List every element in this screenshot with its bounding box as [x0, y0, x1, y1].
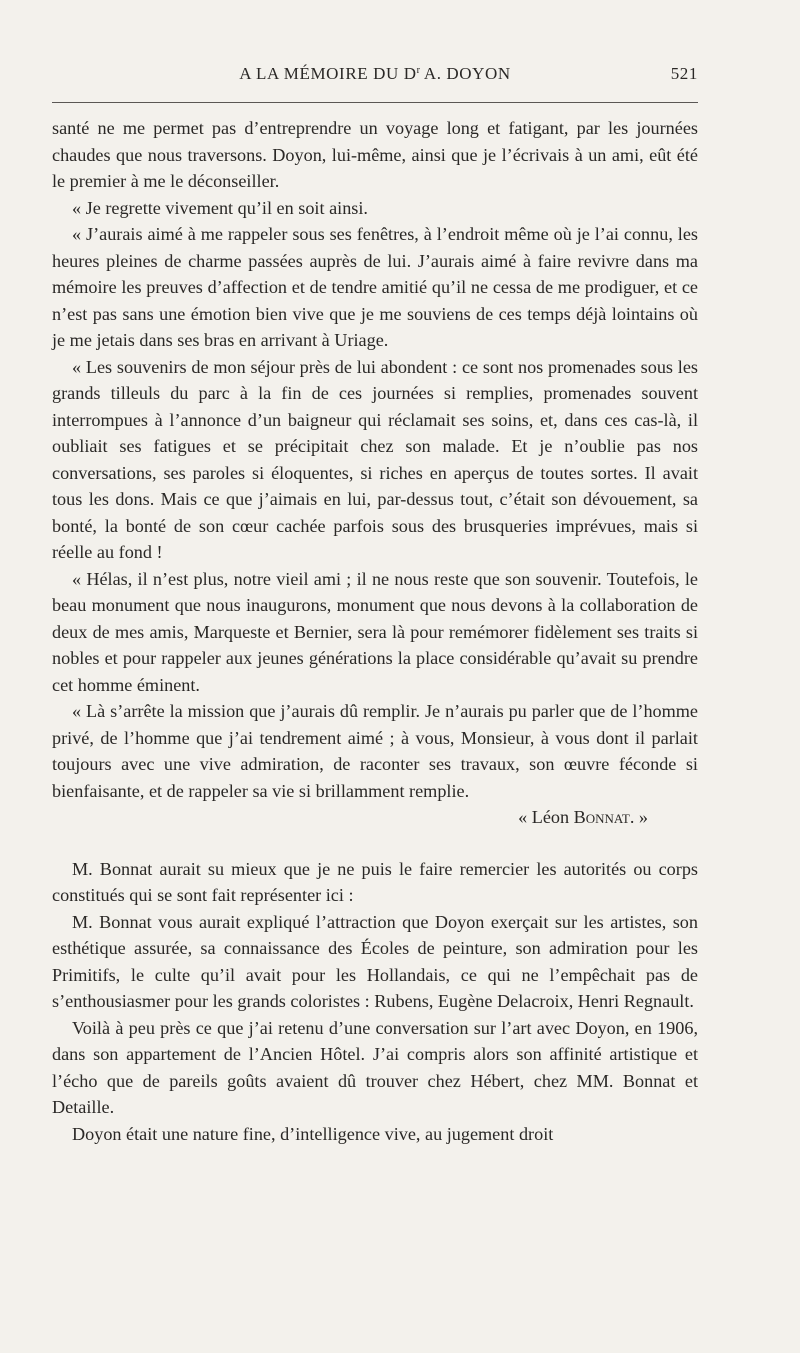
- page-number: 521: [670, 64, 698, 83]
- letter-signature: [52, 804, 698, 831]
- running-title-part: A. DOYON: [419, 64, 511, 83]
- letter-paragraph-6: « Là s’arrête la mission que j’aurais dû remplir. Je n’aurais pu parler que de l’homme privé, de l’homme que j’ai tendrement aimé ; à vous, Monsieur, à vous dont il parlait toujours avec une vive admiration, de raconter ses travaux, son œuvre féconde si bienfaisante, et de rappeler sa vie si brillamment remplie.: [52, 701, 698, 801]
- section-gap: [52, 831, 698, 856]
- speech-paragraph-4: Doyon était une nature fine, d’intelligence vive, au jugement droit: [72, 1123, 554, 1144]
- speech-paragraph-2: M. Bonnat vous aurait expliqué l’attraction que Doyon exerçait sur les artistes, son esthétique assurée, sa connaissance des Écoles de peinture, son admiration pour les Primitifs, le culte qu’il avait pour les Hollandais, ce qui ne l’empêchait pas de s’enthousiasmer pour les grands coloristes : Rubens, Eugène Delacroix, Henri Regnault.: [52, 911, 698, 1011]
- letter-paragraph-5: « Hélas, il n’est plus, notre vieil ami ; il ne nous reste que son souvenir. Toutefois, le beau monument que nous inaugurons, monument que nous devons à la collaboration de deux de mes amis, Marqueste et Bernier, sera là pour remémorer fidèlement ses traits si nobles et pour rappeler aux jeunes générations la place considérable qu’avait su prendre cet homme éminent.: [52, 568, 698, 695]
- signature-name: Bonnat: [573, 807, 630, 827]
- page: [52, 62, 698, 1147]
- header-rule: [52, 102, 698, 103]
- body-text: [52, 115, 698, 1147]
- running-title-part: A LA MÉMOIRE DU D: [239, 64, 417, 83]
- signature-close: . »: [629, 807, 648, 827]
- letter-paragraph-1: santé ne me permet pas d’entreprendre un voyage long et fatigant, par les journées chaudes que nous traversons. Doyon, lui-même, ainsi que je l’écrivais à un ami, eût été le premier à me le déconseiller.: [52, 118, 698, 191]
- letter-paragraph-2: « Je regrette vivement qu’il en soit ainsi.: [72, 197, 368, 218]
- running-head: [52, 62, 698, 90]
- speech-paragraph-1: M. Bonnat aurait su mieux que je ne puis le faire remercier les autorités ou corps constitués qui se sont fait représenter ici :: [52, 858, 698, 905]
- letter-paragraph-3: « J’aurais aimé à me rappeler sous ses fenêtres, à l’endroit même où je l’ai connu, les heures pleines de charme passées auprès de lui. J’aurais aimé à faire revivre dans ma mémoire les preuves d’affection et de tendre amitié qu’il ne cessa de me prodiguer, et ce n’est pas sans une émotion bien vive que je me souviens de ces temps déjà lointains où je me jetais dans ses bras en arrivant à Uriage.: [52, 224, 698, 350]
- speech-paragraph-3: Voilà à peu près ce que j’ai retenu d’une conversation sur l’art avec Doyon, en 1906, dans son appartement de l’Ancien Hôtel. J’ai compris alors son affinité artistique et l’écho que de pareils goûts avaient dû trouver chez Hébert, chez MM. Bonnat et Detaille.: [52, 1017, 698, 1117]
- running-title-superscript: r: [416, 65, 420, 76]
- signature-open: « Léon: [518, 807, 574, 827]
- letter-paragraph-4: « Les souvenirs de mon séjour près de lui abondent : ce sont nos promenades sous les grands tilleuls du parc à la fin de ces journées si remplies, promenades souvent interrompues à l’annonce d’un baigneur qui réclamait ses soins, et, dans ces cas-là, il oubliait ses fatigues et se précipitait chez son malade. Et je n’oublie pas nos conversations, ses paroles si éloquentes, si riches en aperçus de toutes sortes. Il avait tous les dons. Mais ce que j’aimais en lui, par-dessus tout, c’était son dévouement, sa bonté, la bonté de son cœur cachée parfois sous des brusqueries imprévues, mais si réelle au fond !: [52, 356, 698, 562]
- running-title: [239, 62, 511, 84]
